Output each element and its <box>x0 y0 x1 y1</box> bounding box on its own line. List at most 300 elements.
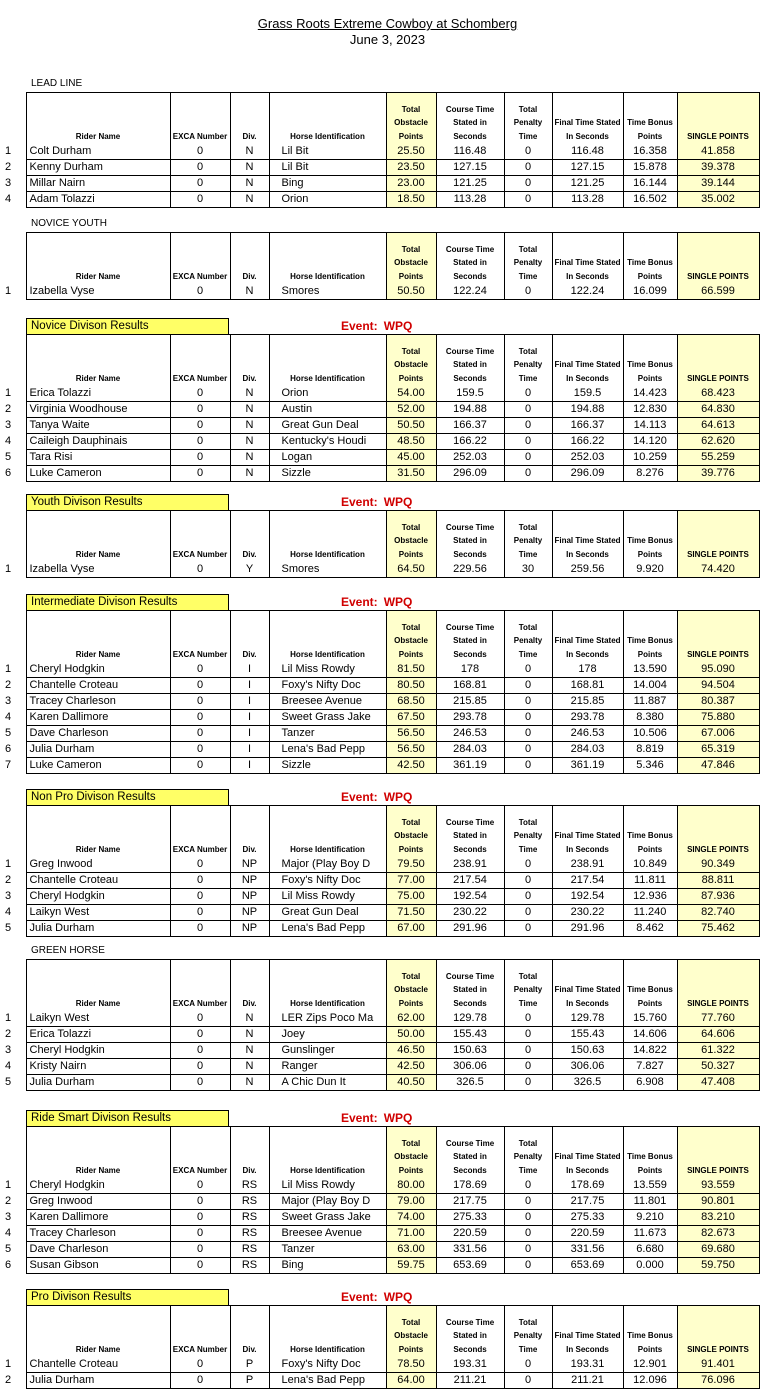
single-points-cell: 88.811 <box>677 873 759 889</box>
horse-name-cell: Lil Miss Rowdy <box>269 1178 386 1194</box>
header-obstacle: Total Obstacle Points <box>386 1306 436 1358</box>
exca-number-cell: 0 <box>170 1043 230 1059</box>
place-cell: 4 <box>5 1060 12 1072</box>
place-cell: 3 <box>5 890 12 902</box>
table-header-row <box>0 93 759 145</box>
exca-number-cell: 0 <box>170 176 230 192</box>
penalty-time-cell: 0 <box>504 284 552 300</box>
section-title: Novice Divison Results <box>26 318 229 335</box>
penalty-time-cell: 0 <box>504 1242 552 1258</box>
table-row <box>0 562 759 578</box>
header-bonus: Time Bonus Points <box>623 335 677 387</box>
single-points-cell: 83.210 <box>677 1210 759 1226</box>
final-time-cell: 217.54 <box>552 873 623 889</box>
division-cell: N <box>230 1011 269 1027</box>
header-final: Final Time Stated In Seconds <box>552 233 623 285</box>
final-time-cell: 284.03 <box>552 742 623 758</box>
final-time-cell: 306.06 <box>552 1059 623 1075</box>
horse-name-cell: Sweet Grass Jake <box>269 1210 386 1226</box>
section-title: NOVICE YOUTH <box>31 218 107 229</box>
header-div: Div. <box>230 233 269 285</box>
rider-name-cell: Tracey Charleson <box>26 694 170 710</box>
place-cell: 3 <box>5 177 12 189</box>
penalty-time-cell: 0 <box>504 678 552 694</box>
division-cell: NP <box>230 857 269 873</box>
division-cell: I <box>230 742 269 758</box>
header-num <box>0 511 26 563</box>
exca-number-cell: 0 <box>170 1011 230 1027</box>
horse-name-cell: Lil Miss Rowdy <box>269 662 386 678</box>
division-cell: N <box>230 144 269 160</box>
obstacle-points-cell: 59.75 <box>386 1258 436 1274</box>
event-label <box>341 1290 412 1305</box>
header-course: Course Time Stated in Seconds <box>436 960 504 1012</box>
obstacle-points-cell: 77.00 <box>386 873 436 889</box>
division-cell: N <box>230 1075 269 1091</box>
header-div: Div. <box>230 511 269 563</box>
header-rider: Rider Name <box>26 335 170 387</box>
rider-name-cell: Millar Nairn <box>26 176 170 192</box>
bonus-points-cell: 14.822 <box>623 1043 677 1059</box>
horse-name-cell: Lena's Bad Pepp <box>269 742 386 758</box>
exca-number-cell: 0 <box>170 160 230 176</box>
table-header-row <box>0 511 759 563</box>
rider-name-cell: Erica Tolazzi <box>26 386 170 402</box>
penalty-time-cell: 0 <box>504 857 552 873</box>
final-time-cell: 194.88 <box>552 402 623 418</box>
header-obstacle: Total Obstacle Points <box>386 611 436 663</box>
header-penalty: Total Penalty Time <box>504 960 552 1012</box>
penalty-time-cell: 0 <box>504 402 552 418</box>
final-time-cell: 193.31 <box>552 1357 623 1373</box>
header-penalty: Total Penalty Time <box>504 611 552 663</box>
division-cell: NP <box>230 905 269 921</box>
place-cell: 1 <box>5 563 12 576</box>
exca-number-cell: 0 <box>170 386 230 402</box>
header-final: Final Time Stated In Seconds <box>552 806 623 858</box>
bonus-points-cell: 9.920 <box>623 562 677 578</box>
header-course: Course Time Stated in Seconds <box>436 233 504 285</box>
rider-name-cell: Cheryl Hodgkin <box>26 1178 170 1194</box>
event-label <box>341 319 412 334</box>
final-time-cell: 122.24 <box>552 284 623 300</box>
bonus-points-cell: 11.811 <box>623 873 677 889</box>
course-time-cell: 113.28 <box>436 192 504 208</box>
rider-name-cell: Julia Durham <box>26 1075 170 1091</box>
course-time-cell: 361.19 <box>436 758 504 774</box>
obstacle-points-cell: 23.50 <box>386 160 436 176</box>
division-cell: N <box>230 192 269 208</box>
bonus-points-cell: 10.506 <box>623 726 677 742</box>
division-cell: RS <box>230 1194 269 1210</box>
single-points-cell: 59.750 <box>677 1258 759 1274</box>
horse-name-cell: Lena's Bad Pepp <box>269 921 386 937</box>
single-points-cell: 75.880 <box>677 710 759 726</box>
horse-name-cell: Tanzer <box>269 1242 386 1258</box>
table-row <box>0 176 759 192</box>
final-time-cell: 217.75 <box>552 1194 623 1210</box>
header-horse: Horse Identification <box>269 806 386 858</box>
header-course: Course Time Stated in Seconds <box>436 806 504 858</box>
rider-name-cell: Julia Durham <box>26 921 170 937</box>
single-points-cell: 50.327 <box>677 1059 759 1075</box>
obstacle-points-cell: 42.50 <box>386 758 436 774</box>
header-single: SINGLE POINTS <box>677 93 759 145</box>
division-cell: RS <box>230 1178 269 1194</box>
horse-name-cell: Joey <box>269 1027 386 1043</box>
penalty-time-cell: 0 <box>504 889 552 905</box>
bonus-points-cell: 0.000 <box>623 1258 677 1274</box>
header-div: Div. <box>230 960 269 1012</box>
penalty-time-cell: 0 <box>504 1357 552 1373</box>
place-cell: 1 <box>5 387 12 400</box>
bonus-points-cell: 16.144 <box>623 176 677 192</box>
page-title <box>0 16 775 48</box>
event-label <box>341 595 412 610</box>
rider-name-cell: Susan Gibson <box>26 1258 170 1274</box>
table-row <box>0 905 759 921</box>
bonus-points-cell: 14.120 <box>623 434 677 450</box>
penalty-time-cell: 0 <box>504 466 552 482</box>
penalty-time-cell: 0 <box>504 1043 552 1059</box>
division-cell: I <box>230 678 269 694</box>
rider-name-cell: Cheryl Hodgkin <box>26 662 170 678</box>
header-final: Final Time Stated In Seconds <box>552 1127 623 1179</box>
rider-name-cell: Chantelle Croteau <box>26 1357 170 1373</box>
course-time-cell: 296.09 <box>436 466 504 482</box>
horse-name-cell: Sizzle <box>269 466 386 482</box>
single-points-cell: 64.830 <box>677 402 759 418</box>
header-obstacle: Total Obstacle Points <box>386 335 436 387</box>
header-num <box>0 1127 26 1179</box>
exca-number-cell: 0 <box>170 758 230 774</box>
obstacle-points-cell: 74.00 <box>386 1210 436 1226</box>
rider-name-cell: Cheryl Hodgkin <box>26 889 170 905</box>
division-cell: N <box>230 1059 269 1075</box>
final-time-cell: 166.37 <box>552 418 623 434</box>
header-excan: EXCA Number <box>170 806 230 858</box>
obstacle-points-cell: 54.00 <box>386 386 436 402</box>
obstacle-points-cell: 56.50 <box>386 726 436 742</box>
division-cell: I <box>230 758 269 774</box>
division-cell: N <box>230 176 269 192</box>
header-bonus: Time Bonus Points <box>623 93 677 145</box>
final-time-cell: 238.91 <box>552 857 623 873</box>
final-time-cell: 259.56 <box>552 562 623 578</box>
place-cell: 3 <box>5 1211 12 1223</box>
horse-name-cell: Major (Play Boy D <box>269 857 386 873</box>
header-penalty: Total Penalty Time <box>504 806 552 858</box>
division-cell: N <box>230 434 269 450</box>
rider-name-cell: Julia Durham <box>26 742 170 758</box>
event-label <box>341 790 412 805</box>
header-penalty: Total Penalty Time <box>504 1306 552 1358</box>
course-time-cell: 220.59 <box>436 1226 504 1242</box>
penalty-time-cell: 0 <box>504 176 552 192</box>
single-points-cell: 87.936 <box>677 889 759 905</box>
header-rider: Rider Name <box>26 611 170 663</box>
single-points-cell: 80.387 <box>677 694 759 710</box>
single-points-cell: 95.090 <box>677 662 759 678</box>
obstacle-points-cell: 79.50 <box>386 857 436 873</box>
table-row <box>0 710 759 726</box>
final-time-cell: 129.78 <box>552 1011 623 1027</box>
exca-number-cell: 0 <box>170 678 230 694</box>
single-points-cell: 82.673 <box>677 1226 759 1242</box>
single-points-cell: 47.846 <box>677 758 759 774</box>
exca-number-cell: 0 <box>170 1357 230 1373</box>
table-row <box>0 1373 759 1389</box>
horse-name-cell: Orion <box>269 192 386 208</box>
header-course: Course Time Stated in Seconds <box>436 611 504 663</box>
penalty-time-cell: 0 <box>504 1059 552 1075</box>
exca-number-cell: 0 <box>170 726 230 742</box>
table-row <box>0 758 759 774</box>
obstacle-points-cell: 81.50 <box>386 662 436 678</box>
rider-name-cell: Karen Dallimore <box>26 1210 170 1226</box>
division-cell: RS <box>230 1242 269 1258</box>
course-time-cell: 217.75 <box>436 1194 504 1210</box>
place-cell: 2 <box>5 1028 12 1040</box>
final-time-cell: 168.81 <box>552 678 623 694</box>
table-row <box>0 434 759 450</box>
single-points-cell: 64.613 <box>677 418 759 434</box>
header-bonus: Time Bonus Points <box>623 233 677 285</box>
header-excan: EXCA Number <box>170 511 230 563</box>
bonus-points-cell: 6.908 <box>623 1075 677 1091</box>
table-row <box>0 192 759 208</box>
penalty-time-cell: 0 <box>504 1226 552 1242</box>
obstacle-points-cell: 52.00 <box>386 402 436 418</box>
table-header-row <box>0 611 759 663</box>
header-rider: Rider Name <box>26 93 170 145</box>
course-time-cell: 246.53 <box>436 726 504 742</box>
table-row <box>0 1194 759 1210</box>
place-cell: 4 <box>5 1227 12 1239</box>
header-div: Div. <box>230 93 269 145</box>
division-cell: N <box>230 466 269 482</box>
single-points-cell: 76.096 <box>677 1373 759 1389</box>
obstacle-points-cell: 40.50 <box>386 1075 436 1091</box>
obstacle-points-cell: 63.00 <box>386 1242 436 1258</box>
penalty-time-cell: 0 <box>504 742 552 758</box>
header-course: Course Time Stated in Seconds <box>436 511 504 563</box>
course-time-cell: 331.56 <box>436 1242 504 1258</box>
rider-name-cell: Karen Dallimore <box>26 710 170 726</box>
penalty-time-cell: 0 <box>504 1373 552 1389</box>
header-penalty: Total Penalty Time <box>504 93 552 145</box>
table-row <box>0 450 759 466</box>
header-excan: EXCA Number <box>170 1127 230 1179</box>
penalty-time-cell: 0 <box>504 1027 552 1043</box>
final-time-cell: 155.43 <box>552 1027 623 1043</box>
final-time-cell: 275.33 <box>552 1210 623 1226</box>
results-table <box>0 510 760 578</box>
place-cell: 3 <box>5 1044 12 1056</box>
single-points-cell: 66.599 <box>677 284 759 300</box>
horse-name-cell: A Chic Dun It <box>269 1075 386 1091</box>
place-cell: 5 <box>5 922 12 934</box>
single-points-cell: 67.006 <box>677 726 759 742</box>
rider-name-cell: Luke Cameron <box>26 466 170 482</box>
obstacle-points-cell: 50.00 <box>386 1027 436 1043</box>
penalty-time-cell: 0 <box>504 921 552 937</box>
course-time-cell: 150.63 <box>436 1043 504 1059</box>
event-value: WPQ <box>383 595 413 609</box>
single-points-cell: 75.462 <box>677 921 759 937</box>
horse-name-cell: Gunslinger <box>269 1043 386 1059</box>
obstacle-points-cell: 50.50 <box>386 418 436 434</box>
course-time-cell: 252.03 <box>436 450 504 466</box>
final-time-cell: 331.56 <box>552 1242 623 1258</box>
penalty-time-cell: 0 <box>504 905 552 921</box>
table-header-row <box>0 806 759 858</box>
exca-number-cell: 0 <box>170 192 230 208</box>
single-points-cell: 35.002 <box>677 192 759 208</box>
exca-number-cell: 0 <box>170 873 230 889</box>
header-num <box>0 611 26 663</box>
bonus-points-cell: 15.878 <box>623 160 677 176</box>
single-points-cell: 68.423 <box>677 386 759 402</box>
final-time-cell: 230.22 <box>552 905 623 921</box>
horse-name-cell: Lil Bit <box>269 144 386 160</box>
obstacle-points-cell: 31.50 <box>386 466 436 482</box>
division-cell: P <box>230 1373 269 1389</box>
obstacle-points-cell: 48.50 <box>386 434 436 450</box>
penalty-time-cell: 0 <box>504 726 552 742</box>
rider-name-cell: Izabella Vyse <box>26 562 170 578</box>
place-cell: 2 <box>5 403 12 415</box>
event-value: WPQ <box>383 1111 413 1125</box>
course-time-cell: 116.48 <box>436 144 504 160</box>
header-excan: EXCA Number <box>170 960 230 1012</box>
header-div: Div. <box>230 806 269 858</box>
division-cell: N <box>230 402 269 418</box>
penalty-time-cell: 30 <box>504 562 552 578</box>
section-title: Non Pro Divison Results <box>26 789 229 806</box>
division-cell: N <box>230 284 269 300</box>
table-row <box>0 1242 759 1258</box>
rider-name-cell: Luke Cameron <box>26 758 170 774</box>
bonus-points-cell: 7.827 <box>623 1059 677 1075</box>
obstacle-points-cell: 50.50 <box>386 284 436 300</box>
header-penalty: Total Penalty Time <box>504 335 552 387</box>
header-final: Final Time Stated In Seconds <box>552 511 623 563</box>
header-single: SINGLE POINTS <box>677 511 759 563</box>
header-obstacle: Total Obstacle Points <box>386 233 436 285</box>
final-time-cell: 361.19 <box>552 758 623 774</box>
exca-number-cell: 0 <box>170 1027 230 1043</box>
header-div: Div. <box>230 335 269 387</box>
header-excan: EXCA Number <box>170 1306 230 1358</box>
table-header-row <box>0 233 759 285</box>
rider-name-cell: Izabella Vyse <box>26 284 170 300</box>
rider-name-cell: Dave Charleson <box>26 726 170 742</box>
place-cell: 3 <box>5 419 12 431</box>
division-cell: Y <box>230 562 269 578</box>
division-cell: NP <box>230 889 269 905</box>
rider-name-cell: Tara Risi <box>26 450 170 466</box>
horse-name-cell: Sizzle <box>269 758 386 774</box>
table-row <box>0 1027 759 1043</box>
obstacle-points-cell: 42.50 <box>386 1059 436 1075</box>
table-row <box>0 726 759 742</box>
horse-name-cell: Bing <box>269 1258 386 1274</box>
obstacle-points-cell: 64.00 <box>386 1373 436 1389</box>
table-row <box>0 1075 759 1091</box>
final-time-cell: 326.5 <box>552 1075 623 1091</box>
exca-number-cell: 0 <box>170 1373 230 1389</box>
event-label-text: Event: <box>341 595 378 609</box>
division-cell: I <box>230 662 269 678</box>
bonus-points-cell: 13.559 <box>623 1178 677 1194</box>
event-label-text: Event: <box>341 1290 378 1304</box>
course-time-cell: 284.03 <box>436 742 504 758</box>
single-points-cell: 55.259 <box>677 450 759 466</box>
final-time-cell: 220.59 <box>552 1226 623 1242</box>
header-penalty: Total Penalty Time <box>504 1127 552 1179</box>
obstacle-points-cell: 68.50 <box>386 694 436 710</box>
division-cell: NP <box>230 921 269 937</box>
rider-name-cell: Chantelle Croteau <box>26 873 170 889</box>
single-points-cell: 74.420 <box>677 562 759 578</box>
table-row <box>0 466 759 482</box>
event-value: WPQ <box>383 1290 413 1304</box>
bonus-points-cell: 16.502 <box>623 192 677 208</box>
exca-number-cell: 0 <box>170 694 230 710</box>
single-points-cell: 47.408 <box>677 1075 759 1091</box>
rider-name-cell: Julia Durham <box>26 1373 170 1389</box>
single-points-cell: 39.378 <box>677 160 759 176</box>
exca-number-cell: 0 <box>170 889 230 905</box>
header-num <box>0 335 26 387</box>
results-table <box>0 1305 760 1389</box>
course-time-cell: 155.43 <box>436 1027 504 1043</box>
event-value: WPQ <box>383 790 413 804</box>
exca-number-cell: 0 <box>170 1178 230 1194</box>
course-time-cell: 217.54 <box>436 873 504 889</box>
obstacle-points-cell: 45.00 <box>386 450 436 466</box>
header-penalty: Total Penalty Time <box>504 511 552 563</box>
horse-name-cell: Logan <box>269 450 386 466</box>
results-table <box>0 959 760 1091</box>
table-header-row <box>0 335 759 387</box>
obstacle-points-cell: 67.50 <box>386 710 436 726</box>
horse-name-cell: Lil Miss Rowdy <box>269 889 386 905</box>
horse-name-cell: Kentucky's Houdi <box>269 434 386 450</box>
table-row <box>0 678 759 694</box>
single-points-cell: 82.740 <box>677 905 759 921</box>
exca-number-cell: 0 <box>170 466 230 482</box>
horse-name-cell: Austin <box>269 402 386 418</box>
penalty-time-cell: 0 <box>504 873 552 889</box>
event-label-text: Event: <box>341 495 378 509</box>
course-time-cell: 193.31 <box>436 1357 504 1373</box>
course-time-cell: 178.69 <box>436 1178 504 1194</box>
bonus-points-cell: 11.801 <box>623 1194 677 1210</box>
course-time-cell: 326.5 <box>436 1075 504 1091</box>
place-cell: 6 <box>5 467 12 479</box>
place-cell: 1 <box>5 1012 12 1025</box>
header-excan: EXCA Number <box>170 233 230 285</box>
header-obstacle: Total Obstacle Points <box>386 93 436 145</box>
horse-name-cell: Foxy's Nifty Doc <box>269 678 386 694</box>
bonus-points-cell: 15.760 <box>623 1011 677 1027</box>
course-time-cell: 293.78 <box>436 710 504 726</box>
rider-name-cell: Tracey Charleson <box>26 1226 170 1242</box>
place-cell: 2 <box>5 679 12 691</box>
table-row <box>0 284 759 300</box>
